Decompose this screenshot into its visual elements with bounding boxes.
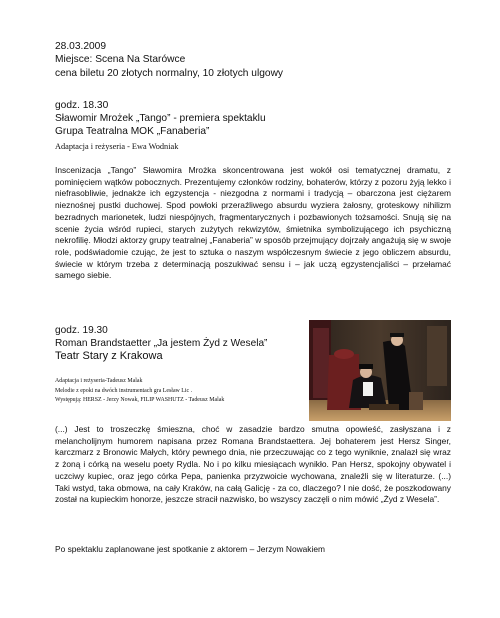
event1-time: godz. 18.30 [55,100,109,111]
event1-description: Inscenizacja „Tango” Sławomira Mrożka skoncentrowana jest wokół osi tematycznej dramatu, z pominięciem wątków pobocznych. Prezentujemy członków rodziny, bohaterów, którzy z pozoru żyją lekko i niefrasobliwie, jednakże ich egzystencja - niezgodna z normami i tradycją – obarczona jest ciężarem nieznośnej pustki duchowej. Spod powłoki przeraźliwego absurdu wyziera żałosny, groteskowy nihilizm bezradnych marionetek, ludzi niespójnych, fragmentarycznych i pozbawionych tożsamości. Snują się na scenie życia wśród rupieci, starych zużytych rekwizytów, śmietnika symbolizującego ich psychiczną nekrofilię. Młodzi aktorzy grupy teatralnej „Fanaberia” w sposób przejmujący dojrzały angażują się w swoje role, podświadomie czując, że jest to sztuka o naszym współczesnym świecie z jego obliczem absurdu, świecie w którym trzeba z determinacją poszukiwać sensu i – jak uczą egzystencjaliści – przełamać samego siebie. [55,165,451,281]
event1-adaptation: Adaptacja i reżyseria - Ewa Wodniak [55,142,179,151]
event2-credits [55,377,224,406]
event2-time: godz. 19.30 [55,325,108,336]
stage-photo-image [309,320,451,421]
footer-note: Po spektaklu zaplanowane jest spotkanie z aktorem – Jerzym Nowakiem [55,544,325,554]
event1-heading [55,99,266,138]
event-header [55,40,283,80]
credit-line: Występują: HERSZ - Jerzy Nowak, FILIP WASHUTZ - Tadeusz Malak [55,397,225,403]
event-venue: Miejsce: Scena Na Starówce [55,54,186,66]
ticket-price: cena biletu 20 złotych normalny, 10 złotych ulgowy [55,67,284,79]
event1-group: Grupa Teatralna MOK „Fanaberia” [55,126,210,137]
event2-description: (...) Jest to troszeczkę śmieszna, choć w zasadzie bardzo smutna opowieść, zasłyszana i z melancholijnym humorem napisana przez Romana Brandstaettera. Jej bohaterem jest Hersz Singer, karczmarz z Bronowic Małych, który pewnego dnia, nie przeczuwając co z tego wyniknie, znalazł się wraz z żoną i córką na weselu poety Rydla. No i po kilku miesiącach wynikło. Pan Hersz, spokojny obywatel i uczciwy kupiec, oraz jego córka Pepa, panienka przyzwoicie wychowana, znaleźli się w literaturze. (...) Taki wstyd, taka obmowa, na cały Kraków, na całą Galicję - za co, dlaczego? I nie dość, że poszkodowany został na kupieckim honorze, jeszcze stracił nazwisko, bo wszyscy zaczęli o nim mówić „Żyd z Wesela”. [55,424,451,505]
stage-photo [309,320,451,421]
event2-title: Roman Brandstaetter „Ja jestem Żyd z Wesela” [55,337,268,349]
event2-theatre: Teatr Stary z Krakowa [55,350,163,363]
credit-line: Adaptacja i reżyseria-Tadeusz Malak [55,378,143,384]
event1-title: Sławomir Mrożek „Tango” - premiera spektaklu [55,113,266,124]
event2-heading [55,325,267,363]
event-date: 28.03.2009 [55,41,106,52]
credit-line: Melodie z epoki na dwóch instrumentach gra Lesław Lic . [55,387,193,394]
